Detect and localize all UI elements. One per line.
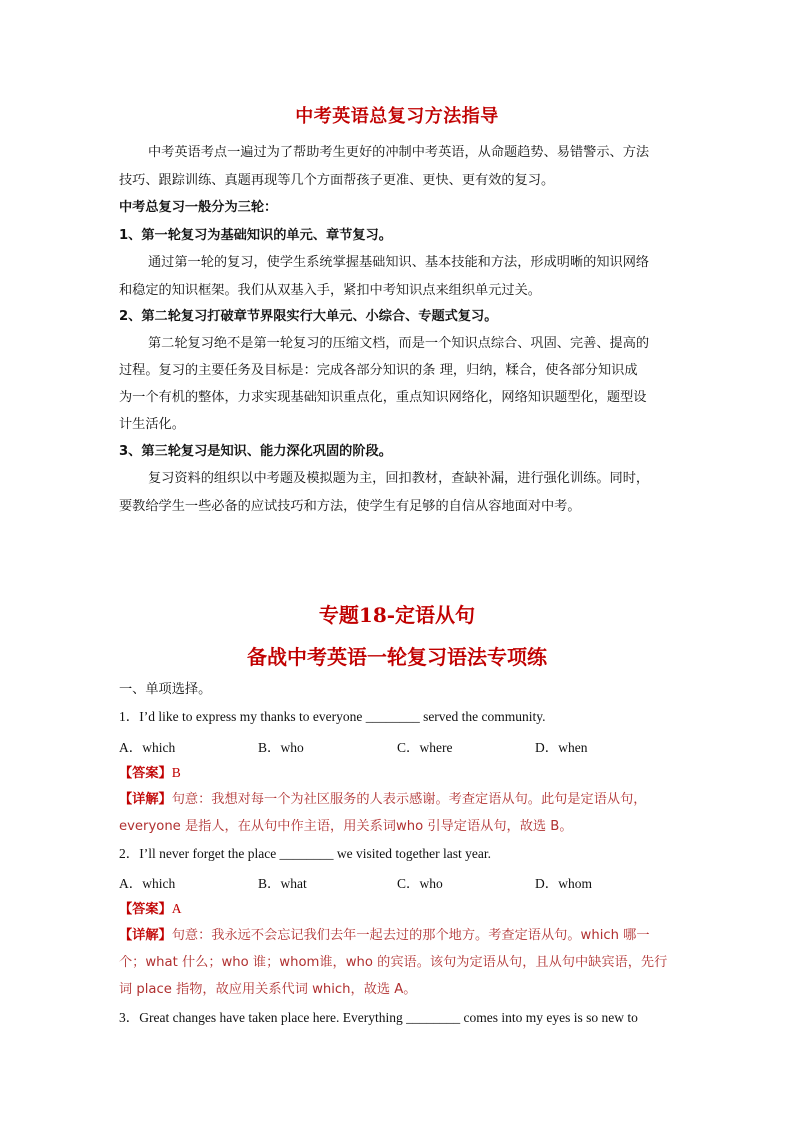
round-3-heading: 3、第三轮复习是知识、能力深化巩固的阶段。	[119, 444, 392, 459]
answer-label: 【答案】	[119, 766, 172, 781]
answer-label: 【答案】	[119, 902, 172, 917]
round-2-text-4: 计生活化。	[119, 417, 185, 432]
round-2-text-1: 第二轮复习绝不是第一轮复习的压缩文档，而是一个知识点综合、巩固、完善、提高的	[148, 336, 650, 351]
answer-value: A	[171, 901, 182, 916]
question-2-option-a: A．which	[119, 876, 176, 891]
round-3-text-2: 要教给学生一些必备的应试技巧和方法，使学生有足够的自信从容地面对中考。	[119, 499, 581, 514]
detail-text: 句意：我永远不会忘记我们去年一起去过的那个地方。考查定语从句。which 哪一	[171, 928, 650, 943]
guide-title: 中考英语总复习方法指导	[295, 106, 499, 127]
question-2-detail-3: 词 place 指物，故应用关系代词 which，故选 A。	[119, 982, 417, 997]
detail-label: 【详解】	[119, 928, 172, 943]
question-1-option-c: C．where	[397, 740, 453, 755]
detail-label: 【详解】	[119, 792, 172, 807]
question-2-detail-1	[119, 926, 650, 946]
round-1-text-2: 和稳定的知识框架。我们从双基入手，紧扣中考知识点来组织单元过关。	[119, 283, 541, 298]
guide-intro-line-1: 中考英语考点一遍过为了帮助考生更好的冲制中考英语，从命题趋势、易错警示、方法	[148, 145, 650, 160]
question-3-stem: 3．Great changes have taken place here. Everything ________ comes into my eyes is so new to	[119, 1010, 638, 1025]
rounds-heading: 中考总复习一般分为三轮：	[119, 200, 278, 215]
question-1-detail-2: everyone 是指人，在从句中作主语，用关系词who 引导定语从句，故选 B。	[119, 819, 573, 834]
question-1-option-d: D．when	[535, 740, 588, 755]
round-1-heading: 1、第一轮复习为基础知识的单元、章节复习。	[119, 228, 392, 243]
round-2-text-2: 过程。复习的主要任务及目标是：完成各部分知识的条 理，归纳，糅合，使各部分知识成	[119, 363, 638, 378]
round-3-text-1: 复习资料的组织以中考题及模拟题为主，回扣教材，查缺补漏，进行强化训练。同时，	[148, 471, 650, 486]
question-1-option-b: B．who	[258, 740, 304, 755]
question-2-stem: 2．I’ll never forget the place ________ we visited together last year.	[119, 846, 492, 861]
question-2-option-b: B．what	[258, 876, 307, 891]
round-2-text-3: 为一个有机的整体，力求实现基础知识重点化，重点知识网络化，网络知识题型化，题型设	[119, 390, 647, 405]
question-2-answer	[119, 899, 182, 920]
guide-intro-line-2: 技巧、跟踪训练、真题再现等几个方面帮孩子更准、更快、更有效的复习。	[119, 173, 555, 188]
question-2-option-c: C．who	[397, 876, 443, 891]
topic-title: 专题18-定语从句	[318, 603, 476, 627]
round-1-text-1: 通过第一轮的复习，使学生系统掌握基础知识、基本技能和方法，形成明晰的知识网络	[148, 255, 650, 270]
question-2-option-d: D．whom	[535, 876, 592, 891]
question-2-detail-2: 个；what 什么；who 谁；whom谁，who 的宾语。该句为定语从句，且从句中缺宾语，先行	[119, 955, 668, 970]
round-2-heading: 2、第二轮复习打破章节界限实行大单元、小综合、专题式复习。	[119, 309, 498, 324]
topic-subtitle: 备战中考英语一轮复习语法专项练	[247, 645, 547, 669]
question-1-answer	[119, 763, 181, 784]
question-1-stem: 1．I’d like to express my thanks to everyone ________ served the community.	[119, 709, 546, 724]
question-1-detail-1	[119, 790, 647, 810]
question-1-option-a: A．which	[119, 740, 176, 755]
detail-text: 句意：我想对每一个为社区服务的人表示感谢。考查定语从句。此句是定语从句，	[171, 792, 647, 807]
answer-value: B	[171, 765, 181, 780]
section-heading: 一、单项选择。	[119, 682, 212, 697]
